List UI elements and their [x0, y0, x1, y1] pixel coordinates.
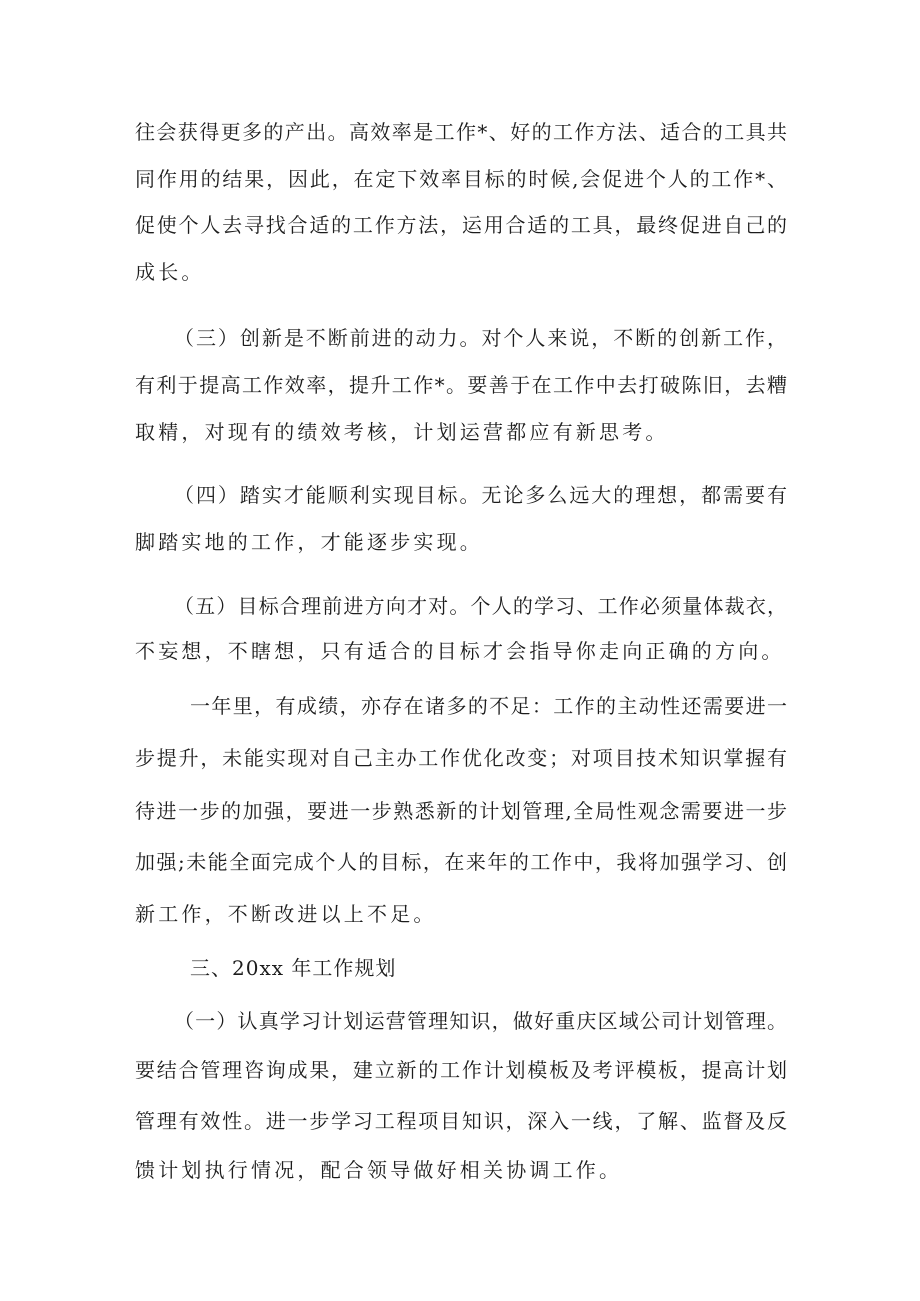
- paragraph-line: 待进一步的加强，要进一步熟悉新的计划管理,全局性观念需要进一步: [135, 799, 787, 823]
- paragraph-line: 要结合管理咨询成果，建立新的工作计划模板及考评模板，提高计划: [135, 1058, 787, 1082]
- paragraph-line: （三）创新是不断前进的动力。对个人来说，不断的创新工作，: [174, 326, 787, 350]
- paragraph-line: 管理有效性。进一步学习工程项目知识，深入一线，了解、监督及反: [135, 1109, 787, 1133]
- paragraph-line: 促使个人去寻找合适的工作方法，运用合适的工具，最终促进自己的: [135, 213, 787, 237]
- paragraph-line: （四）踏实才能顺利实现目标。无论多么远大的理想，都需要有: [174, 483, 787, 507]
- paragraph-line: （一）认真学习计划运营管理知识，做好重庆区域公司计划管理。: [174, 1009, 787, 1033]
- paragraph-line: 步提升，未能实现对自己主办工作优化改变；对项目技术知识掌握有: [135, 746, 787, 770]
- paragraph-line: （五）目标合理前进方向才对。个人的学习、工作必须量体裁衣，: [174, 594, 787, 618]
- paragraph-line: 不妄想，不瞎想，只有适合的目标才会指导你走向正确的方向。: [135, 639, 785, 663]
- paragraph-line: 一年里，有成绩，亦存在诸多的不足：工作的主动性还需要进一: [190, 694, 787, 718]
- paragraph-line: 加强;未能全面完成个人的目标，在来年的工作中，我将加强学习、创: [135, 850, 787, 874]
- paragraph-line: 同作用的结果，因此，在定下效率目标的时候,会促进个人的工作*、: [135, 167, 787, 191]
- paragraph-line: 成长。: [135, 260, 205, 284]
- paragraph-line: 有利于提高工作效率，提升工作*。要善于在工作中去打破陈旧，去糟: [135, 373, 787, 397]
- paragraph-line: 馈计划执行情况，配合领导做好相关协调工作。: [135, 1158, 623, 1182]
- paragraph-line: 往会获得更多的产出。高效率是工作*、好的工作方法、适合的工具共: [135, 120, 787, 144]
- paragraph-line: 新工作，不断改进以上不足。: [135, 902, 437, 926]
- paragraph-line: 脚踏实地的工作，才能逐步实现。: [135, 530, 483, 554]
- paragraph-line: 取精，对现有的绩效考核，计划运营都应有新思考。: [135, 420, 669, 444]
- section-heading: 三、20xx 年工作规划: [190, 956, 397, 980]
